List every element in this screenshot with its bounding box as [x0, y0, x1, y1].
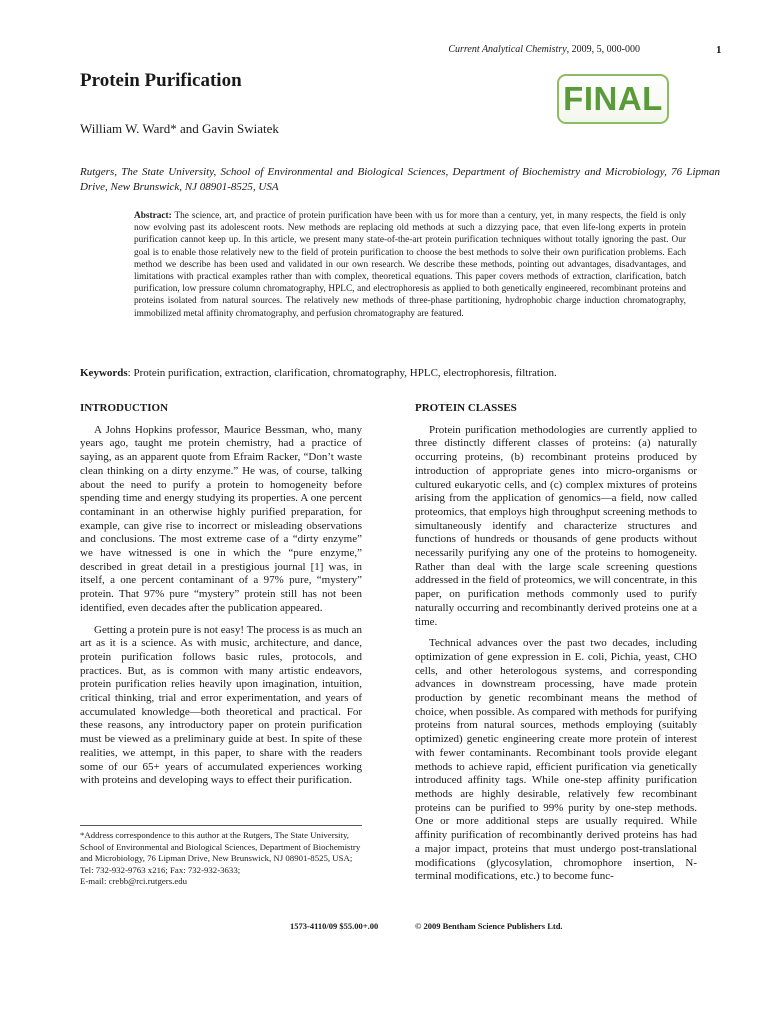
final-badge: FINAL — [557, 74, 669, 124]
keywords — [80, 367, 720, 379]
footer-code: 1573-4110/09 $55.00+.00 — [290, 921, 379, 931]
footnote-rule — [80, 825, 362, 826]
introduction-section — [80, 402, 362, 796]
protein-classes-paragraph: Protein purification methodologies are currently applied to three distinctly different classes of proteins: (a) naturally occurring proteins, (b) recombinant proteins produced by introduction of appropriate genes into micro-organisms or cultured eukaryotic cells, and (c) complex mixtures of proteins arising from the application of genomics—a field, now called proteomics, that employs high throughput screening methods to simultaneously identify and characterize structures and functions of hundreds or thousands of gene products without necessarily purifying any one of the proteins to homogeneity. Rather than deal with the large scale screening questions addressed in the field of proteomics, we will concentrate, in this paper, on purification methods commonly used to purify naturally occurring and recombinantly derived proteins one at a time. — [415, 423, 697, 628]
abstract-label: Abstract: — [134, 211, 172, 221]
protein-classes-paragraph: Technical advances over the past two decades, including optimization of gene expression in E. coli, Pichia, yeast, CHO cells, and other heterologous systems, and corresponding advances in downstream processing, have made protein production by genetic recombinant means the method of choice, when possible. As compared with methods for purifying proteins from natural sources, methods employing (suitably optimized) genetic engineering create more protein of interest with fewer contaminants. Recombinant tools provide elegant methods to achieve rapid, efficient purification via genetically introduced affinity tags. While one-step affinity purification methods are highly desirable, relatively few recombinant proteins can be purified to 99% purity by one-step methods. One or more additional steps are usually required. While affinity purification of recombinantly derived proteins has had a major impact, proteins that must undergo post-translational modifications (glycosylation, chromophore insertion, N-terminal modifications, etc.) to become func- — [415, 637, 697, 883]
keywords-label: Keywords — [80, 367, 128, 379]
footer-copyright: © 2009 Bentham Science Publishers Ltd. — [415, 921, 563, 931]
journal-citation: , 2009, 5, 000-000 — [566, 44, 640, 55]
introduction-heading: INTRODUCTION — [80, 402, 169, 414]
protein-classes-heading: PROTEIN CLASSES — [415, 402, 517, 414]
article-title: Protein Purification — [80, 70, 242, 91]
keywords-text: : Protein purification, extraction, clarification, chromatography, HPLC, electrophoresis, filtration. — [127, 367, 557, 379]
authors: William W. Ward* and Gavin Swiatek — [80, 121, 279, 136]
protein-classes-section — [415, 402, 697, 892]
page-number: 1 — [716, 44, 722, 56]
introduction-paragraph: A Johns Hopkins professor, Maurice Bessman, who, many years ago, taught me protein chemistry, had a practice of saying, as an apparent quote from Efraim Racker, “Don’t waste clean thinking on a dirty enzyme.” He was, of course, talking about the need to purify a protein to homogeneity before spending time and energy studying its properties. A one percent contaminant in an otherwise highly purified preparation, for example, can give rise to incorrect or misleading observations and conclusions. The most extreme case of a “dirty enzyme” we have witnessed is one in which the “pure enzyme,” described in great detail in a prestigious journal [1] was, in itself, a one percent contaminant of a 97% pure, “mystery” protein. That 97% pure “mystery” protein still has not been identified, even decades after the publication appeared. — [80, 423, 362, 614]
abstract — [134, 210, 686, 320]
journal-name: Current Analytical Chemistry — [448, 44, 567, 55]
footnote — [80, 830, 362, 888]
affiliation: Rutgers, The State University, School of Environmental and Biological Sciences, Department of Biochemistry and Microbiology, 76 Lipman Drive, New Brunswick, NJ 08901-8525, USA — [80, 166, 720, 193]
running-head — [0, 44, 640, 55]
abstract-text: The science, art, and practice of protein purification have been with us for more than a century, yet, in many respects, the field is only now evolving past its adolescent roots. New methods are replacing old methods at such a dizzying pace, that even life-long experts in protein purification cannot keep up. In this article, we present many state-of-the-art protein purification techniques without totally ignoring the past. Our goal is to enable those relatively new to the field of protein purification to choose the best methods to solve their own purification problems. Each method we describe has been used and validated in our own research. We describe these methods, pointing out advantages, disadvantages, and limitations with practical examples rather than with complex, theoretical equations. This paper covers methods of extraction, clarification, batch purification, low pressure column chromatography, HPLC, and electrophoresis as applied to both genetically engineered, recombinant proteins and proteins isolated from natural sources. The relatively new methods of three-phase partitioning, hydrophobic charge induction chromatography, immobilized metal affinity chromatography, and perfusion chromatography are featured. — [134, 211, 686, 319]
introduction-paragraph: Getting a protein pure is not easy! The process is as much an art as it is a science. As with music, architecture, and dance, protein purification follows basic rules, protocols, and practices. But, as is common with many artistic endeavors, protein purification relies heavily upon imagination, intuition, critical thinking, trial and error experimentation, and years of accumulated knowledge—both theoretical and practical. For these reasons, any introductory paper on protein purification must be viewed as a preliminary guide at best. In spite of these realities, we attempt, in this paper, to share with the readers some of our 65+ years of accumulated experiences working with proteins and developing ways to effect their purification. — [80, 623, 362, 787]
footnote-email: E-mail: crebb@rci.rutgers.edu — [80, 876, 188, 887]
footnote-address: *Address correspondence to this author at the Rutgers, The State University, School of Environmental and Biological Sciences, Department of Biochemistry and Microbiology, 76 Lipman Drive, New Brunswick, NJ 08901-8525, USA; Tel: 732-932-9763 x216; Fax: 732-932-3633; — [80, 830, 361, 875]
